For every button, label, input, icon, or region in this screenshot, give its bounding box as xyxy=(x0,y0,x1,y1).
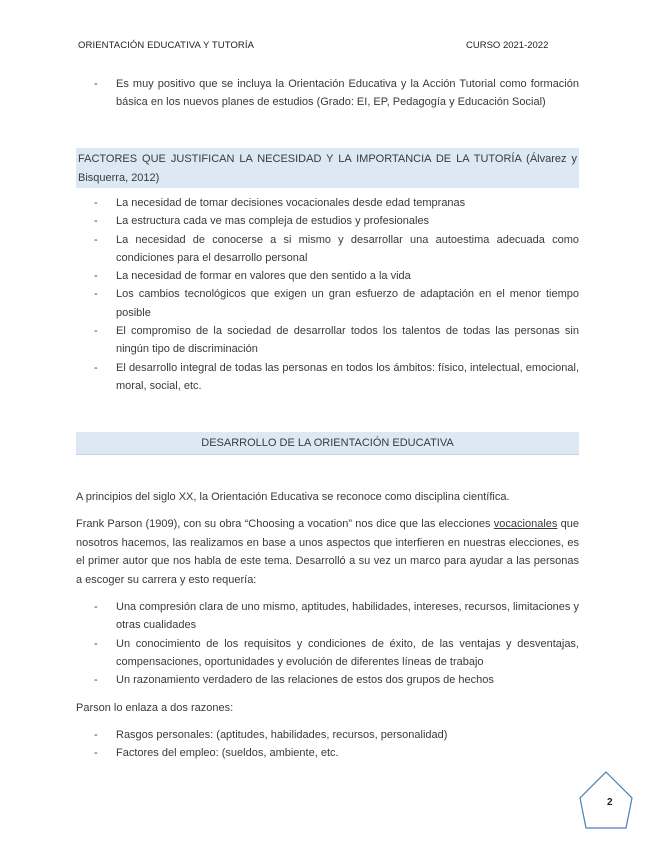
list-item xyxy=(76,744,579,762)
list-item-text: La necesidad de formar en valores que den sentido a la vida xyxy=(116,270,411,283)
dash-bullet: - xyxy=(94,729,98,741)
factores-heading-band xyxy=(76,148,579,188)
dash-bullet: - xyxy=(94,197,98,209)
desarrollo-heading-band xyxy=(76,432,579,455)
razones-section xyxy=(76,726,579,763)
razones-list xyxy=(76,726,579,763)
factores-list xyxy=(76,194,579,395)
dash-bullet: - xyxy=(94,78,98,90)
dash-bullet: - xyxy=(94,270,98,283)
list-item-text: La necesidad de conocerse a si mismo y desarrollar una autoestima adecuada como condiciones para el desarrollo personal xyxy=(116,233,579,264)
intro-section xyxy=(76,75,579,112)
list-item-text: Rasgos personales: (aptitudes, habilidades, recursos, personalidad) xyxy=(116,729,448,741)
list-item-text: El compromiso de la sociedad de desarrollar todos los talentos de todas las personas sin ningún tipo de discriminación xyxy=(116,325,579,356)
list-item xyxy=(76,322,579,359)
list-item xyxy=(76,231,579,268)
requisitos-list xyxy=(76,598,579,689)
intro-list xyxy=(76,75,579,112)
desarrollo-paragraph-3: Parson lo enlaza a dos razones: xyxy=(76,702,234,714)
list-item xyxy=(76,635,579,672)
dash-bullet: - xyxy=(94,325,98,338)
dash-bullet: - xyxy=(94,747,98,760)
header-title: ORIENTACIÓN EDUCATIVA Y TUTORÍA xyxy=(78,40,255,51)
page-badge-icon xyxy=(578,770,634,830)
list-item-text: Un razonamiento verdadero de las relaciones de estos dos grupos de hechos xyxy=(116,674,494,687)
list-item-text: Un conocimiento de los requisitos y condiciones de éxito, de las ventajas y desventajas, compensaciones, oportunidades y evolución de diferentes líneas de trabajo xyxy=(116,637,579,668)
desarrollo-paragraph-1: A principios del siglo XX, la Orientación Educativa se reconoce como disciplina científica. xyxy=(76,491,510,503)
dash-bullet: - xyxy=(94,361,98,374)
dash-bullet: - xyxy=(94,233,98,246)
paragraph-text: que nosotros hacemos, las realizamos en base a unos aspectos que interfieren en nuestras elecciones, es el primer autor que nos habla de este tema. Desarrolló a su vez un marco para ayudar a las personas a escoger su carrera y esto requería: xyxy=(76,518,579,586)
dash-bullet: - xyxy=(94,637,98,650)
list-item-text: La estructura cada ve mas compleja de estudios y profesionales xyxy=(116,215,430,228)
desarrollo-paragraph-2 xyxy=(76,515,579,589)
requisitos-section xyxy=(76,598,579,689)
list-item xyxy=(76,598,579,635)
list-item-text: Es muy positivo que se incluya la Orientación Educativa y la Acción Tutorial como formación básica en los nuevos planes de estudios (Grado: EI, EP, Pedagogía y Educación Social) xyxy=(116,78,579,109)
list-item-text: La necesidad de tomar decisiones vocacionales desde edad tempranas xyxy=(116,197,466,209)
page-number: 2 xyxy=(607,797,613,808)
dash-bullet: - xyxy=(94,674,98,687)
factores-section xyxy=(76,194,579,395)
list-item xyxy=(76,212,579,230)
list-item xyxy=(76,359,579,396)
header-course: CURSO 2021-2022 xyxy=(466,40,549,51)
list-item-text: Una compresión clara de uno mismo, aptitudes, habilidades, intereses, recursos, limitaciones y otras cualidades xyxy=(116,601,579,632)
list-item-text: Factores del empleo: (sueldos, ambiente, etc. xyxy=(116,747,339,760)
list-item-text: El desarrollo integral de todas las personas en todos los ámbitos: físico, intelectual, emocional, moral, social, etc. xyxy=(116,361,579,392)
list-item xyxy=(76,194,579,212)
paragraph-text: Frank Parson (1909), con su obra “Choosing a vocation” nos dice que las elecciones xyxy=(76,518,494,530)
list-item xyxy=(76,671,579,689)
list-item xyxy=(76,75,579,112)
desarrollo-heading: DESARROLLO DE LA ORIENTACIÓN EDUCATIVA xyxy=(76,432,579,455)
dash-bullet: - xyxy=(94,601,98,613)
list-item xyxy=(76,726,579,744)
dash-bullet: - xyxy=(94,215,98,228)
dash-bullet: - xyxy=(94,288,98,301)
list-item xyxy=(76,285,579,322)
list-item xyxy=(76,267,579,285)
list-item-text: Los cambios tecnológicos que exigen un gran esfuerzo de adaptación en el menor tiempo posible xyxy=(116,288,579,319)
factores-heading: FACTORES QUE JUSTIFICAN LA NECESIDAD Y LA IMPORTANCIA DE LA TUTORÍA (Álvarez y Bisquerra, 2012) xyxy=(76,148,579,188)
underlined-word: vocacionales xyxy=(493,518,558,530)
